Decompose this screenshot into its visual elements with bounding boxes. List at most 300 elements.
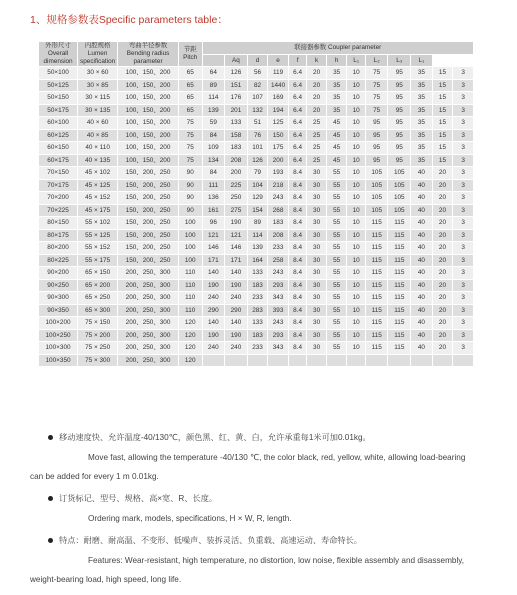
table-cell: 105 xyxy=(366,205,388,217)
table-cell: 8.4 xyxy=(289,217,306,229)
table-cell: 3 xyxy=(453,155,473,167)
table-cell: 258 xyxy=(268,255,288,267)
table-cell: 55 xyxy=(327,280,347,292)
table-cell: 55 xyxy=(327,230,347,242)
table-cell: 55 xyxy=(327,167,347,179)
table-cell: 8.4 xyxy=(289,192,306,204)
table-cell xyxy=(225,355,247,367)
table-cell: 75 xyxy=(179,155,202,167)
table-cell: 50×100 xyxy=(39,67,77,79)
table-cell: 30 xyxy=(307,305,326,317)
table-cell: 101 xyxy=(248,142,268,154)
table-cell: 8.4 xyxy=(289,342,306,354)
table-cell: 161 xyxy=(203,205,225,217)
table-cell: 51 xyxy=(248,117,268,129)
parameters-table xyxy=(38,41,474,367)
table-cell: 3 xyxy=(453,117,473,129)
table-cell: 140 xyxy=(203,267,225,279)
header-outer-dimension: 外形尺寸 Overall dimension xyxy=(39,42,77,66)
table-cell: 10 xyxy=(347,117,364,129)
subheader-cell: k xyxy=(307,55,326,67)
table-cell: 15 xyxy=(433,142,453,154)
note-1-en-line1: Move fast, allowing the temperature -40/130 ℃, the color black, red, yellow, white, allowing load-bearing xyxy=(88,453,466,462)
table-cell: 96 xyxy=(203,217,225,229)
table-cell: 169 xyxy=(268,92,288,104)
table-cell: 111 xyxy=(203,180,225,192)
table-cell: 20 xyxy=(307,80,326,92)
table-row xyxy=(39,205,473,217)
table-cell: 8.4 xyxy=(289,305,306,317)
subheader-cell: Aq xyxy=(225,55,247,67)
table-cell: 140 xyxy=(225,317,247,329)
table-cell: 80×150 xyxy=(39,217,77,229)
table-cell: 115 xyxy=(388,292,410,304)
table-cell: 95 xyxy=(366,155,388,167)
section-title: 1、规格参数表Specific parameters table： xyxy=(30,14,228,26)
table-cell: 40 xyxy=(411,192,432,204)
table-cell: 75 xyxy=(179,117,202,129)
table-cell: 290 xyxy=(203,305,225,317)
table-cell: 3 xyxy=(453,92,473,104)
table-cell: 80×225 xyxy=(39,255,77,267)
table-cell: 6.4 xyxy=(289,142,306,154)
table-cell: 105 xyxy=(366,192,388,204)
table-cell: 114 xyxy=(248,230,268,242)
table-cell: 55 xyxy=(327,217,347,229)
bullet-icon xyxy=(48,538,53,543)
table-row xyxy=(39,267,473,279)
table-cell: 30 xyxy=(307,180,326,192)
table-cell: 115 xyxy=(388,217,410,229)
table-cell: 105 xyxy=(388,205,410,217)
table-cell: 268 xyxy=(268,205,288,217)
table-cell: 150、200、250 xyxy=(118,217,178,229)
table-cell: 60×100 xyxy=(39,117,77,129)
table-cell: 10 xyxy=(347,280,364,292)
table-cell: 20 xyxy=(433,330,453,342)
table-cell: 40 × 60 xyxy=(78,117,117,129)
table-cell: 89 xyxy=(248,217,268,229)
table-cell: 15 xyxy=(433,67,453,79)
table-cell: 6.4 xyxy=(289,130,306,142)
table-row xyxy=(39,292,473,304)
table-cell: 150 xyxy=(268,130,288,142)
table-cell: 121 xyxy=(225,230,247,242)
table-cell: 171 xyxy=(203,255,225,267)
table-cell: 3 xyxy=(453,242,473,254)
table-cell: 100 xyxy=(179,242,202,254)
subheader-cell: L₃ xyxy=(388,55,410,67)
table-cell: 110 xyxy=(179,292,202,304)
table-cell: 293 xyxy=(268,280,288,292)
table-cell: 208 xyxy=(268,230,288,242)
table-cell: 20 xyxy=(433,192,453,204)
table-cell: 60×175 xyxy=(39,155,77,167)
table-cell: 3 xyxy=(453,142,473,154)
table-row xyxy=(39,167,473,179)
table-cell: 35 xyxy=(411,105,432,117)
table-cell: 35 xyxy=(411,117,432,129)
table-cell: 80×200 xyxy=(39,242,77,254)
table-cell: 59 xyxy=(203,117,225,129)
table-cell: 95 xyxy=(366,130,388,142)
table-cell: 150、200、250 xyxy=(118,255,178,267)
table-cell: 20 xyxy=(307,105,326,117)
table-cell: 75 × 200 xyxy=(78,330,117,342)
table-cell: 15 xyxy=(433,92,453,104)
table-cell: 30 xyxy=(307,267,326,279)
table-cell: 200 xyxy=(268,155,288,167)
table-cell: 1440 xyxy=(268,80,288,92)
table-cell: 139 xyxy=(248,242,268,254)
table-cell: 40 xyxy=(411,280,432,292)
table-cell: 6.4 xyxy=(289,105,306,117)
table-cell: 275 xyxy=(225,205,247,217)
table-cell: 20 xyxy=(433,230,453,242)
table-cell: 100 xyxy=(179,217,202,229)
note-3-en-line2: weight-bearing load, high speed, long life. xyxy=(30,575,182,584)
table-cell: 8.4 xyxy=(289,242,306,254)
table-cell: 50×175 xyxy=(39,105,77,117)
table-cell: 60×125 xyxy=(39,130,77,142)
table-cell: 190 xyxy=(225,330,247,342)
table-cell: 55 xyxy=(327,267,347,279)
table-cell: 3 xyxy=(453,167,473,179)
table-cell: 114 xyxy=(203,92,225,104)
table-cell: 10 xyxy=(347,342,364,354)
table-cell: 100 xyxy=(179,230,202,242)
table-cell: 95 xyxy=(366,117,388,129)
table-cell: 171 xyxy=(225,255,247,267)
table-cell: 105 xyxy=(366,167,388,179)
table-row xyxy=(39,217,473,229)
table-row xyxy=(39,242,473,254)
table-cell: 10 xyxy=(347,292,364,304)
table-cell: 25 xyxy=(307,155,326,167)
table-cell: 10 xyxy=(347,92,364,104)
table-cell: 200、250、300 xyxy=(118,267,178,279)
table-cell: 200、250、300 xyxy=(118,355,178,367)
table-cell: 35 xyxy=(411,92,432,104)
table-cell: 20 xyxy=(433,267,453,279)
table-cell: 10 xyxy=(347,317,364,329)
table-cell: 95 xyxy=(366,142,388,154)
table-cell: 75 xyxy=(179,142,202,154)
table-cell: 146 xyxy=(203,242,225,254)
table-cell: 55 xyxy=(327,255,347,267)
table-cell: 55 xyxy=(327,317,347,329)
table-cell: 45 xyxy=(327,130,347,142)
table-cell: 194 xyxy=(268,105,288,117)
table-cell: 3 xyxy=(453,230,473,242)
table-cell: 110 xyxy=(179,305,202,317)
table-cell: 30 xyxy=(307,317,326,329)
table-cell: 95 xyxy=(388,67,410,79)
table-cell: 3 xyxy=(453,67,473,79)
table-cell: 65 xyxy=(179,67,202,79)
table-cell: 110 xyxy=(179,267,202,279)
table-cell: 105 xyxy=(388,180,410,192)
table-cell: 30 xyxy=(307,330,326,342)
table-row xyxy=(39,155,473,167)
table-cell: 30 xyxy=(307,280,326,292)
header-pitch: 节距 Pitch xyxy=(179,42,202,66)
table-cell: 176 xyxy=(225,92,247,104)
table-cell: 15 xyxy=(433,130,453,142)
table-cell: 100、150、200 xyxy=(118,67,178,79)
table-cell: 15 xyxy=(433,80,453,92)
table-cell: 100、150、200 xyxy=(118,92,178,104)
table-cell: 30 × 85 xyxy=(78,80,117,92)
table-cell: 3 xyxy=(453,80,473,92)
table-cell: 65 × 200 xyxy=(78,280,117,292)
table-row xyxy=(39,255,473,267)
table-cell: 3 xyxy=(453,317,473,329)
table-cell: 40 × 110 xyxy=(78,142,117,154)
table-row xyxy=(39,192,473,204)
table-cell: 45 × 152 xyxy=(78,192,117,204)
table-cell: 10 xyxy=(347,242,364,254)
table-cell: 190 xyxy=(203,330,225,342)
table-cell: 120 xyxy=(179,342,202,354)
table-cell: 10 xyxy=(347,305,364,317)
table-cell: 115 xyxy=(366,342,388,354)
table-cell: 65 × 300 xyxy=(78,305,117,317)
table-cell: 115 xyxy=(366,230,388,242)
table-cell: 3 xyxy=(453,280,473,292)
table-cell: 84 xyxy=(203,130,225,142)
table-cell: 126 xyxy=(225,67,247,79)
table-cell: 35 xyxy=(411,155,432,167)
table-cell: 45 xyxy=(327,142,347,154)
table-cell: 65 xyxy=(179,80,202,92)
table-cell: 109 xyxy=(203,142,225,154)
table-cell: 40 xyxy=(411,230,432,242)
header-coupler-parameter: 联接器参数 Coupler parameter xyxy=(203,42,473,54)
table-cell: 200 xyxy=(225,167,247,179)
table-cell: 55 × 125 xyxy=(78,230,117,242)
table-cell: 89 xyxy=(203,80,225,92)
table-cell: 25 xyxy=(307,142,326,154)
table-cell: 20 xyxy=(433,242,453,254)
table-cell: 3 xyxy=(453,105,473,117)
table-cell: 3 xyxy=(453,192,473,204)
table-cell: 115 xyxy=(366,242,388,254)
table-cell: 393 xyxy=(268,305,288,317)
table-cell: 40 xyxy=(411,267,432,279)
table-cell: 10 xyxy=(347,67,364,79)
header-lumen-spec: 内腔规格 Lumen specification xyxy=(80,42,116,65)
table-cell: 55 xyxy=(327,205,347,217)
table-cell: 10 xyxy=(347,217,364,229)
table-cell: 40 xyxy=(411,180,432,192)
table-row xyxy=(39,330,473,342)
bullet-icon xyxy=(48,496,53,501)
table-cell: 20 xyxy=(433,255,453,267)
table-row xyxy=(39,142,473,154)
table-cell: 175 xyxy=(268,142,288,154)
table-cell: 79 xyxy=(248,167,268,179)
table-cell: 104 xyxy=(248,180,268,192)
header-bending-radius: 弯曲半径参数 Bending radius parameter xyxy=(118,42,178,66)
table-cell: 30 xyxy=(307,255,326,267)
table-cell: 136 xyxy=(203,192,225,204)
table-cell: 20 xyxy=(433,167,453,179)
bullet-icon xyxy=(48,435,53,440)
table-cell xyxy=(268,355,288,367)
table-cell: 40 xyxy=(411,242,432,254)
table-cell: 75 × 150 xyxy=(78,317,117,329)
table-cell: 95 xyxy=(388,80,410,92)
table-cell: 25 xyxy=(307,130,326,142)
table-cell: 190 xyxy=(203,280,225,292)
table-cell: 65 × 250 xyxy=(78,292,117,304)
table-cell: 140 xyxy=(203,317,225,329)
table-cell xyxy=(289,355,306,367)
table-cell: 6.4 xyxy=(289,155,306,167)
table-cell: 75 xyxy=(366,105,388,117)
table-cell: 115 xyxy=(388,255,410,267)
table-cell: 150、200、250 xyxy=(118,167,178,179)
table-cell: 30 xyxy=(307,292,326,304)
table-cell: 200、250、300 xyxy=(118,317,178,329)
table-cell: 115 xyxy=(366,267,388,279)
table-cell: 55 xyxy=(327,342,347,354)
table-cell: 10 xyxy=(347,192,364,204)
note-1-cn: 移动速度快、允许温度-40/130℃，颜色黑、红、黄、白，允许承重每1米可加0.01kg。 xyxy=(48,432,371,443)
table-cell: 8.4 xyxy=(289,205,306,217)
table-cell: 100、150、200 xyxy=(118,80,178,92)
table-cell: 35 xyxy=(327,80,347,92)
table-cell: 10 xyxy=(347,155,364,167)
table-cell: 115 xyxy=(388,342,410,354)
table-row xyxy=(39,342,473,354)
table-cell: 115 xyxy=(366,255,388,267)
table-cell: 190 xyxy=(225,280,247,292)
table-cell: 35 xyxy=(327,92,347,104)
table-row xyxy=(39,305,473,317)
table-row xyxy=(39,92,473,104)
table-cell: 95 xyxy=(388,130,410,142)
table-cell: 100×300 xyxy=(39,342,77,354)
table-row xyxy=(39,280,473,292)
table-cell: 90 xyxy=(179,180,202,192)
table-cell: 3 xyxy=(453,255,473,267)
table-cell: 20 xyxy=(433,317,453,329)
table-cell: 6.4 xyxy=(289,92,306,104)
table-cell: 8.4 xyxy=(289,180,306,192)
table-cell xyxy=(433,355,453,367)
table-cell: 30 xyxy=(307,342,326,354)
table-cell: 60×150 xyxy=(39,142,77,154)
table-cell: 343 xyxy=(268,342,288,354)
table-cell xyxy=(327,355,347,367)
table-cell: 20 xyxy=(433,342,453,354)
table-cell: 146 xyxy=(225,242,247,254)
table-cell: 55 xyxy=(327,242,347,254)
table-cell: 115 xyxy=(388,317,410,329)
table-cell: 10 xyxy=(347,255,364,267)
table-cell: 240 xyxy=(225,292,247,304)
table-cell: 95 xyxy=(388,117,410,129)
table-cell: 200、250、300 xyxy=(118,280,178,292)
table-cell: 65 xyxy=(179,105,202,117)
table-cell: 90 xyxy=(179,192,202,204)
table-cell: 233 xyxy=(268,242,288,254)
table-cell: 75 × 300 xyxy=(78,355,117,367)
table-cell: 107 xyxy=(248,92,268,104)
table-cell: 50×125 xyxy=(39,80,77,92)
table-cell: 115 xyxy=(388,330,410,342)
table-cell: 150、200、250 xyxy=(118,180,178,192)
table-cell: 200、250、300 xyxy=(118,330,178,342)
table-cell: 90 xyxy=(179,205,202,217)
table-cell: 115 xyxy=(366,217,388,229)
note-3-en-line1: Features: Wear-resistant, high temperature, no distortion, low noise, flexible assembly and disassembly, xyxy=(88,556,465,565)
table-cell: 65 xyxy=(179,92,202,104)
table-cell: 3 xyxy=(453,205,473,217)
table-cell: 30 xyxy=(307,230,326,242)
table-cell: 183 xyxy=(248,280,268,292)
subheader-cell: d xyxy=(248,55,268,67)
table-cell: 125 xyxy=(268,117,288,129)
table-cell: 120 xyxy=(179,317,202,329)
table-cell: 40 xyxy=(411,255,432,267)
table-cell: 200、250、300 xyxy=(118,305,178,317)
table-cell: 30 xyxy=(307,192,326,204)
table-cell: 3 xyxy=(453,292,473,304)
table-cell: 100、150、200 xyxy=(118,117,178,129)
table-cell: 70×175 xyxy=(39,180,77,192)
table-cell: 151 xyxy=(225,80,247,92)
table-cell: 35 xyxy=(411,142,432,154)
table-cell: 75 xyxy=(366,67,388,79)
table-cell: 115 xyxy=(388,305,410,317)
table-cell: 45 × 102 xyxy=(78,167,117,179)
table-cell: 283 xyxy=(248,305,268,317)
table-row xyxy=(39,355,473,367)
table-cell: 240 xyxy=(203,292,225,304)
table-cell: 243 xyxy=(268,317,288,329)
table-cell: 126 xyxy=(248,155,268,167)
table-cell: 8.4 xyxy=(289,230,306,242)
table-cell: 25 xyxy=(307,117,326,129)
table-cell: 139 xyxy=(203,105,225,117)
table-cell: 8.4 xyxy=(289,292,306,304)
table-cell: 40 xyxy=(411,305,432,317)
table-cell: 150、200、250 xyxy=(118,192,178,204)
table-cell xyxy=(366,355,388,367)
table-cell: 20 xyxy=(307,92,326,104)
table-cell: 84 xyxy=(203,167,225,179)
table-cell: 100×350 xyxy=(39,355,77,367)
table-cell: 120 xyxy=(179,330,202,342)
table-cell: 343 xyxy=(268,292,288,304)
table-cell: 100 xyxy=(179,255,202,267)
table-cell: 233 xyxy=(248,342,268,354)
table-cell: 35 xyxy=(411,80,432,92)
table-row xyxy=(39,67,473,79)
table-cell: 3 xyxy=(453,305,473,317)
table-cell xyxy=(388,355,410,367)
table-cell: 76 xyxy=(248,130,268,142)
subheader-cell: L₁ xyxy=(347,55,364,67)
table-row xyxy=(39,117,473,129)
table-cell: 119 xyxy=(268,67,288,79)
subheader-cell xyxy=(203,55,225,67)
table-cell: 56 xyxy=(248,67,268,79)
table-cell: 8.4 xyxy=(289,267,306,279)
